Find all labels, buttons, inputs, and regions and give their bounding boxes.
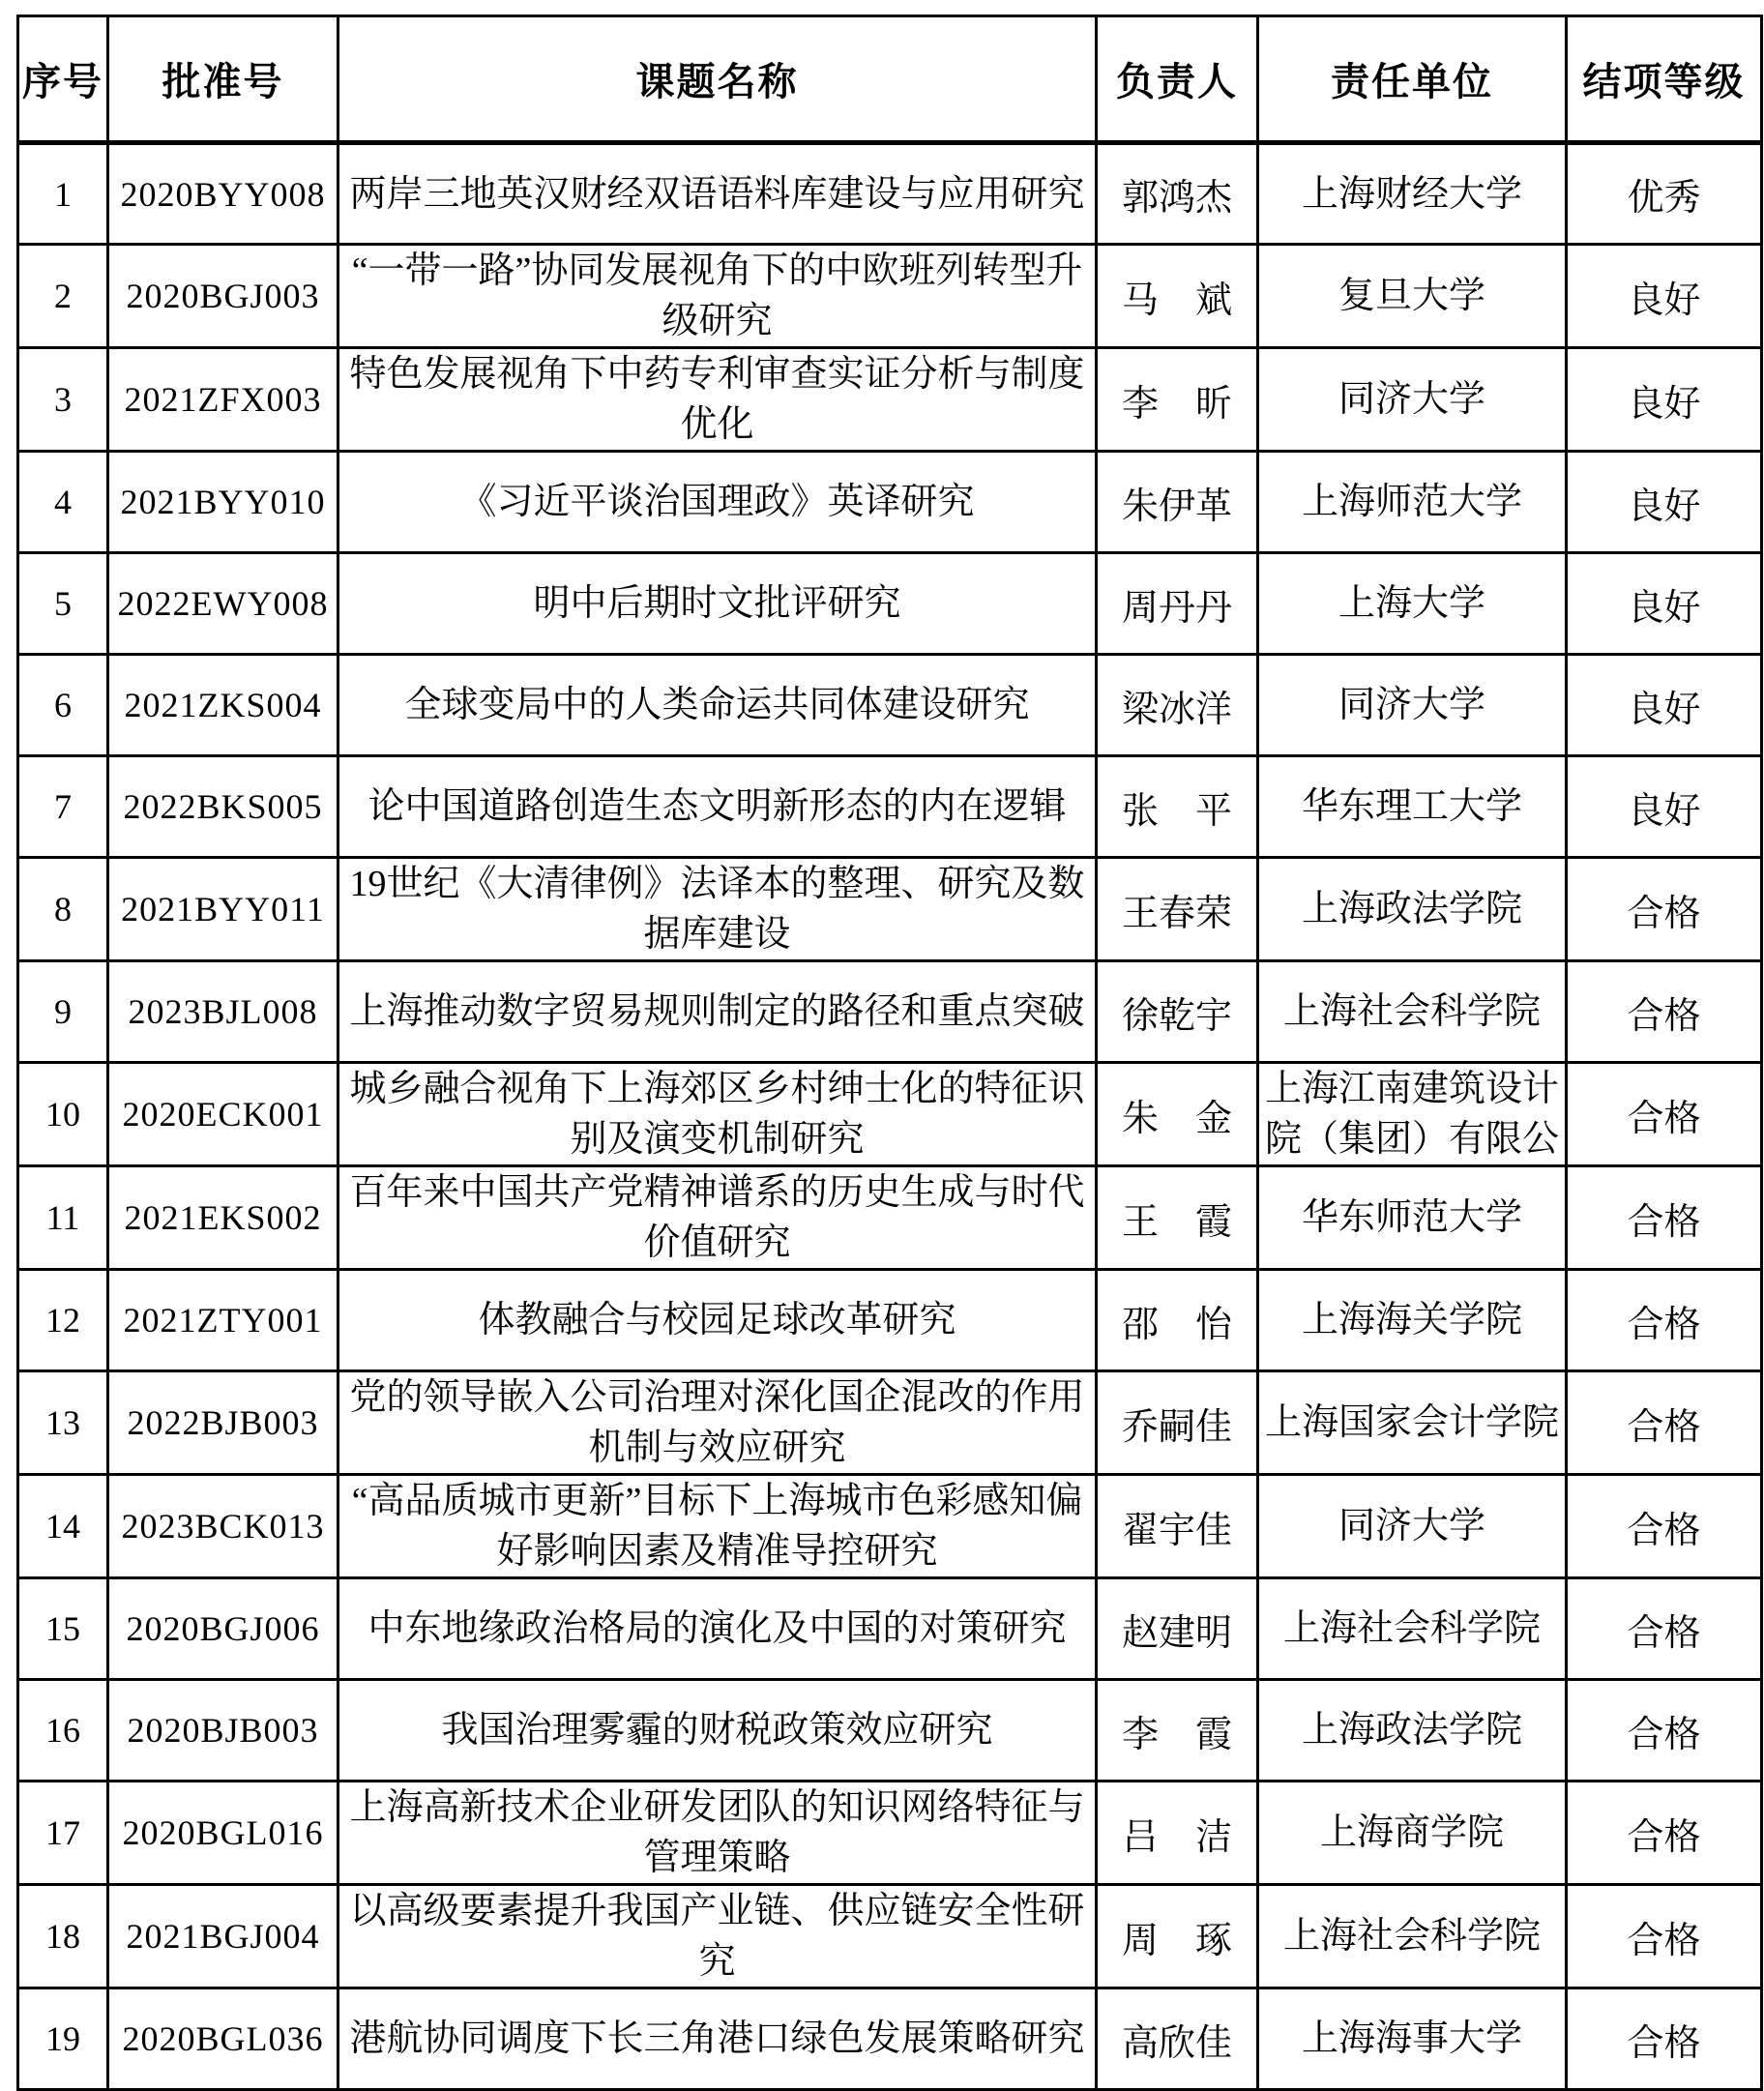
cell-grade: 良好 bbox=[1567, 452, 1762, 553]
table-row bbox=[18, 961, 1762, 1063]
cell-leader: 徐乾宇 bbox=[1097, 961, 1258, 1063]
cell-index: 2 bbox=[18, 245, 108, 348]
cell-index: 13 bbox=[18, 1371, 108, 1475]
header-cell-leader: 负责人 bbox=[1097, 16, 1258, 143]
cell-approval-code: 2020BGJ006 bbox=[108, 1578, 338, 1680]
header-row bbox=[18, 16, 1762, 143]
cell-project-title: 特色发展视角下中药专利审查实证分析与制度优化 bbox=[338, 348, 1097, 452]
cell-project-title: 体教融合与校园足球改革研究 bbox=[338, 1270, 1097, 1371]
cell-project-title: 全球变局中的人类命运共同体建设研究 bbox=[338, 655, 1097, 756]
cell-grade: 合格 bbox=[1567, 961, 1762, 1063]
table-row bbox=[18, 143, 1762, 245]
cell-approval-code: 2020BGL036 bbox=[108, 1988, 338, 2090]
cell-unit: 上海政法学院 bbox=[1258, 858, 1567, 961]
cell-approval-code: 2021BGJ004 bbox=[108, 1885, 338, 1988]
cell-grade: 合格 bbox=[1567, 858, 1762, 961]
cell-unit: 上海海关学院 bbox=[1258, 1270, 1567, 1371]
cell-approval-code: 2023BJL008 bbox=[108, 961, 338, 1063]
cell-leader: 吕 洁 bbox=[1097, 1782, 1258, 1885]
cell-leader: 朱伊革 bbox=[1097, 452, 1258, 553]
cell-unit: 同济大学 bbox=[1258, 655, 1567, 756]
cell-leader: 李 霞 bbox=[1097, 1680, 1258, 1782]
cell-project-title: 百年来中国共产党精神谱系的历史生成与时代价值研究 bbox=[338, 1166, 1097, 1270]
cell-index: 3 bbox=[18, 348, 108, 452]
cell-unit: 上海商学院 bbox=[1258, 1782, 1567, 1885]
cell-leader: 马 斌 bbox=[1097, 245, 1258, 348]
table-row bbox=[18, 1371, 1762, 1475]
cell-grade: 合格 bbox=[1567, 1063, 1762, 1166]
cell-unit: 同济大学 bbox=[1258, 1475, 1567, 1578]
cell-grade: 合格 bbox=[1567, 1782, 1762, 1885]
cell-leader: 李 昕 bbox=[1097, 348, 1258, 452]
table-row bbox=[18, 1475, 1762, 1578]
cell-unit: 上海社会科学院 bbox=[1258, 1885, 1567, 1988]
projects-table bbox=[16, 15, 1763, 2091]
cell-grade: 良好 bbox=[1567, 553, 1762, 655]
table-row bbox=[18, 858, 1762, 961]
cell-unit: 上海师范大学 bbox=[1258, 452, 1567, 553]
cell-grade: 合格 bbox=[1567, 1166, 1762, 1270]
cell-index: 1 bbox=[18, 143, 108, 245]
cell-grade: 良好 bbox=[1567, 655, 1762, 756]
cell-approval-code: 2021EKS002 bbox=[108, 1166, 338, 1270]
cell-project-title: 党的领导嵌入公司治理对深化国企混改的作用机制与效应研究 bbox=[338, 1371, 1097, 1475]
cell-leader: 郭鸿杰 bbox=[1097, 143, 1258, 245]
cell-unit: 上海财经大学 bbox=[1258, 143, 1567, 245]
cell-project-title: 两岸三地英汉财经双语语料库建设与应用研究 bbox=[338, 143, 1097, 245]
cell-grade: 良好 bbox=[1567, 245, 1762, 348]
cell-index: 8 bbox=[18, 858, 108, 961]
cell-grade: 合格 bbox=[1567, 1988, 1762, 2090]
cell-unit: 上海国家会计学院 bbox=[1258, 1371, 1567, 1475]
cell-approval-code: 2022EWY008 bbox=[108, 553, 338, 655]
cell-approval-code: 2020ECK001 bbox=[108, 1063, 338, 1166]
cell-grade: 良好 bbox=[1567, 348, 1762, 452]
cell-project-title: 上海推动数字贸易规则制定的路径和重点突破 bbox=[338, 961, 1097, 1063]
cell-index: 6 bbox=[18, 655, 108, 756]
cell-index: 16 bbox=[18, 1680, 108, 1782]
cell-unit: 上海大学 bbox=[1258, 553, 1567, 655]
cell-index: 17 bbox=[18, 1782, 108, 1885]
cell-project-title: 城乡融合视角下上海郊区乡村绅士化的特征识别及演变机制研究 bbox=[338, 1063, 1097, 1166]
header-cell-unit: 责任单位 bbox=[1258, 16, 1567, 143]
cell-unit: 同济大学 bbox=[1258, 348, 1567, 452]
cell-leader: 乔嗣佳 bbox=[1097, 1371, 1258, 1475]
cell-grade: 合格 bbox=[1567, 1475, 1762, 1578]
cell-approval-code: 2022BJB003 bbox=[108, 1371, 338, 1475]
table-row bbox=[18, 655, 1762, 756]
cell-leader: 梁冰洋 bbox=[1097, 655, 1258, 756]
cell-approval-code: 2021ZTY001 bbox=[108, 1270, 338, 1371]
cell-leader: 邵 怡 bbox=[1097, 1270, 1258, 1371]
cell-project-title: 港航协同调度下长三角港口绿色发展策略研究 bbox=[338, 1988, 1097, 2090]
cell-approval-code: 2020BYY008 bbox=[108, 143, 338, 245]
cell-project-title: “一带一路”协同发展视角下的中欧班列转型升级研究 bbox=[338, 245, 1097, 348]
table-row bbox=[18, 756, 1762, 858]
table-row bbox=[18, 452, 1762, 553]
table-row bbox=[18, 1578, 1762, 1680]
cell-grade: 优秀 bbox=[1567, 143, 1762, 245]
header-cell-grade: 结项等级 bbox=[1567, 16, 1762, 143]
cell-index: 14 bbox=[18, 1475, 108, 1578]
cell-approval-code: 2022BKS005 bbox=[108, 756, 338, 858]
cell-approval-code: 2021ZKS004 bbox=[108, 655, 338, 756]
cell-index: 15 bbox=[18, 1578, 108, 1680]
cell-project-title: 我国治理雾霾的财税政策效应研究 bbox=[338, 1680, 1097, 1782]
cell-grade: 良好 bbox=[1567, 756, 1762, 858]
cell-unit: 上海社会科学院 bbox=[1258, 961, 1567, 1063]
cell-approval-code: 2021BYY011 bbox=[108, 858, 338, 961]
cell-unit: 上海政法学院 bbox=[1258, 1680, 1567, 1782]
cell-unit: 上海社会科学院 bbox=[1258, 1578, 1567, 1680]
cell-unit: 复旦大学 bbox=[1258, 245, 1567, 348]
table-row bbox=[18, 348, 1762, 452]
header-cell-approval-code: 批准号 bbox=[108, 16, 338, 143]
cell-approval-code: 2020BJB003 bbox=[108, 1680, 338, 1782]
cell-leader: 王 霞 bbox=[1097, 1166, 1258, 1270]
cell-index: 10 bbox=[18, 1063, 108, 1166]
cell-grade: 合格 bbox=[1567, 1578, 1762, 1680]
cell-index: 12 bbox=[18, 1270, 108, 1371]
cell-leader: 赵建明 bbox=[1097, 1578, 1258, 1680]
cell-leader: 周丹丹 bbox=[1097, 553, 1258, 655]
header-cell-project-title: 课题名称 bbox=[338, 16, 1097, 143]
cell-grade: 合格 bbox=[1567, 1371, 1762, 1475]
cell-project-title: 中东地缘政治格局的演化及中国的对策研究 bbox=[338, 1578, 1097, 1680]
cell-unit: 上海江南建筑设计院（集团）有限公 bbox=[1258, 1063, 1567, 1166]
cell-project-title: “高品质城市更新”目标下上海城市色彩感知偏好影响因素及精准导控研究 bbox=[338, 1475, 1097, 1578]
cell-index: 7 bbox=[18, 756, 108, 858]
cell-approval-code: 2021ZFX003 bbox=[108, 348, 338, 452]
cell-grade: 合格 bbox=[1567, 1680, 1762, 1782]
table-row bbox=[18, 1063, 1762, 1166]
cell-unit: 华东理工大学 bbox=[1258, 756, 1567, 858]
cell-project-title: 论中国道路创造生态文明新形态的内在逻辑 bbox=[338, 756, 1097, 858]
cell-leader: 朱 金 bbox=[1097, 1063, 1258, 1166]
cell-unit: 上海海事大学 bbox=[1258, 1988, 1567, 2090]
cell-project-title: 上海高新技术企业研发团队的知识网络特征与管理策略 bbox=[338, 1782, 1097, 1885]
table-row bbox=[18, 553, 1762, 655]
cell-project-title: 明中后期时文批评研究 bbox=[338, 553, 1097, 655]
cell-leader: 王春荣 bbox=[1097, 858, 1258, 961]
cell-grade: 合格 bbox=[1567, 1270, 1762, 1371]
cell-index: 9 bbox=[18, 961, 108, 1063]
cell-leader: 周 琢 bbox=[1097, 1885, 1258, 1988]
table-row bbox=[18, 245, 1762, 348]
table-row bbox=[18, 1782, 1762, 1885]
cell-grade: 合格 bbox=[1567, 1885, 1762, 1988]
table-body bbox=[18, 143, 1762, 2090]
table-row bbox=[18, 1166, 1762, 1270]
table-row bbox=[18, 1270, 1762, 1371]
table-row bbox=[18, 1988, 1762, 2090]
cell-leader: 翟宇佳 bbox=[1097, 1475, 1258, 1578]
cell-index: 18 bbox=[18, 1885, 108, 1988]
header-cell-index: 序号 bbox=[18, 16, 108, 143]
table-row bbox=[18, 1680, 1762, 1782]
cell-index: 11 bbox=[18, 1166, 108, 1270]
cell-approval-code: 2023BCK013 bbox=[108, 1475, 338, 1578]
cell-leader: 高欣佳 bbox=[1097, 1988, 1258, 2090]
cell-index: 4 bbox=[18, 452, 108, 553]
cell-leader: 张 平 bbox=[1097, 756, 1258, 858]
cell-index: 19 bbox=[18, 1988, 108, 2090]
cell-approval-code: 2020BGL016 bbox=[108, 1782, 338, 1885]
cell-index: 5 bbox=[18, 553, 108, 655]
table-row bbox=[18, 1885, 1762, 1988]
cell-approval-code: 2021BYY010 bbox=[108, 452, 338, 553]
cell-project-title: 《习近平谈治国理政》英译研究 bbox=[338, 452, 1097, 553]
cell-unit: 华东师范大学 bbox=[1258, 1166, 1567, 1270]
cell-project-title: 19世纪《大清律例》法译本的整理、研究及数据库建设 bbox=[338, 858, 1097, 961]
cell-approval-code: 2020BGJ003 bbox=[108, 245, 338, 348]
cell-project-title: 以高级要素提升我国产业链、供应链安全性研究 bbox=[338, 1885, 1097, 1988]
